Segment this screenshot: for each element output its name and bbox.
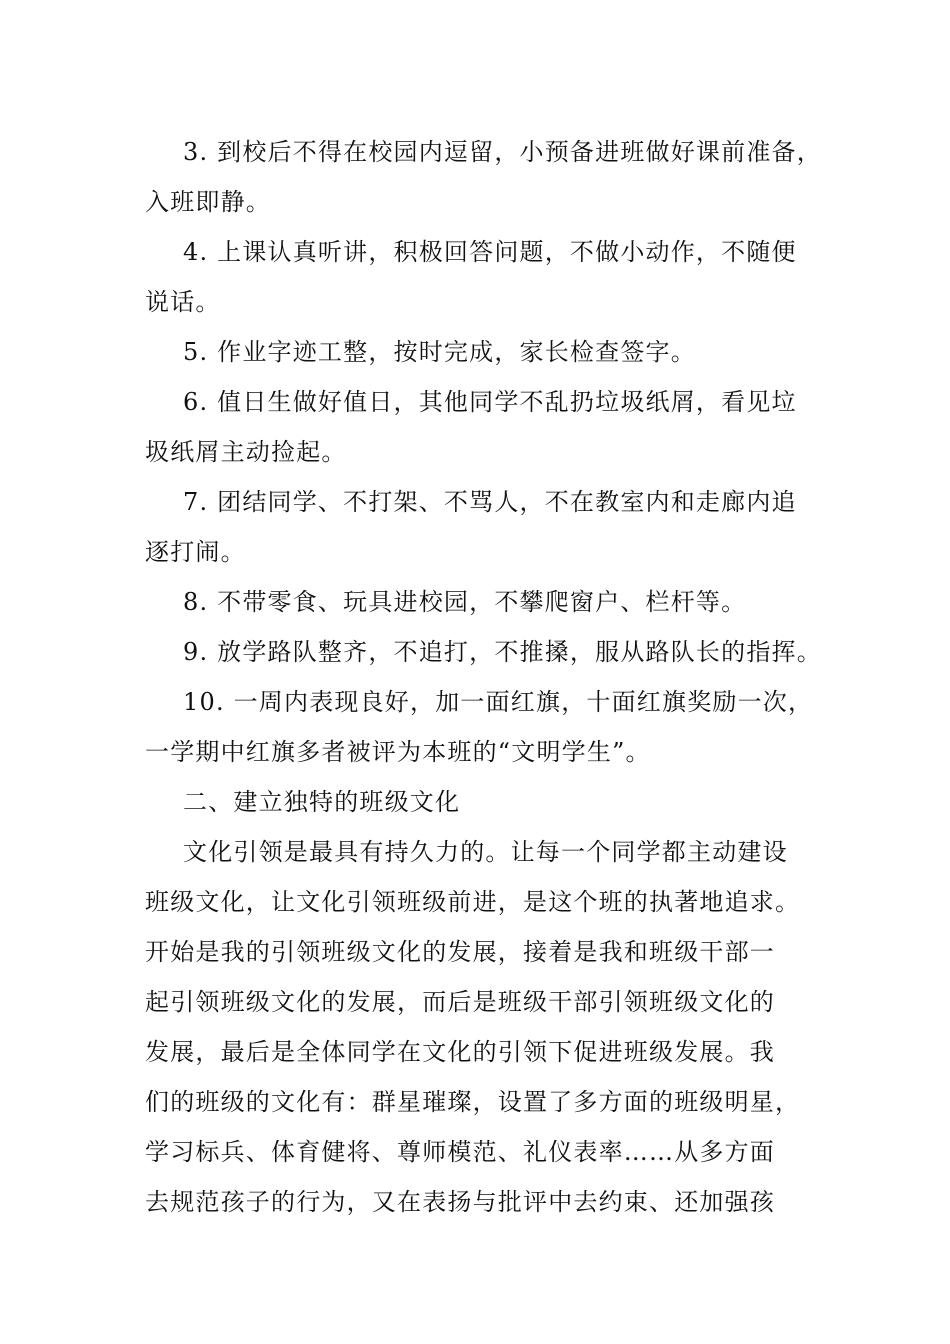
- section-heading: 二、建立独特的班级文化: [183, 788, 461, 816]
- rule-9-line: 9. 放学路队整齐，不追打，不推搡，服从路队长的指挥。: [183, 638, 822, 666]
- rule-4-line-2: 说话。: [145, 288, 221, 316]
- body-paragraph-line-3: 开始是我的引领班级文化的发展，接着是我和班级干部一: [145, 938, 775, 966]
- rule-10-line-2: 一学期中红旗多者被评为本班的“文明学生”。: [145, 738, 651, 766]
- rule-5-line: 5. 作业字迹工整，按时完成，家长检查签字。: [183, 338, 696, 366]
- body-paragraph-line-5: 发展，最后是全体同学在文化的引领下促进班级发展。我: [145, 1038, 775, 1066]
- rule-7-line-2: 逐打闹。: [145, 538, 246, 566]
- rule-7-line-1: 7. 团结同学、不打架、不骂人，不在教室内和走廊内追: [183, 488, 797, 516]
- body-paragraph-line-1: 文化引领是最具有持久力的。让每一个同学都主动建设: [183, 838, 788, 866]
- body-paragraph-line-4: 起引领班级文化的发展，而后是班级干部引领班级文化的: [145, 988, 775, 1016]
- rule-6-line-1: 6. 值日生做好值日，其他同学不乱扔垃圾纸屑，看见垃: [183, 388, 797, 416]
- rule-10-line-1: 10. 一周内表现良好，加一面红旗，十面红旗奖励一次，: [183, 688, 814, 716]
- body-paragraph-line-6: 们的班级的文化有：群星璀璨，设置了多方面的班级明星，: [145, 1088, 801, 1116]
- rule-3-line-1: 3. 到校后不得在校园内逗留，小预备进班做好课前准备，: [183, 138, 822, 166]
- body-paragraph-line-7: 学习标兵、体育健将、尊师模范、礼仪表率……从多方面: [145, 1138, 775, 1166]
- rule-6-line-2: 圾纸屑主动捡起。: [145, 438, 347, 466]
- rule-4-line-1: 4. 上课认真听讲，积极回答问题，不做小动作，不随便: [183, 238, 797, 266]
- body-paragraph-line-8: 去规范孩子的行为，又在表扬与批评中去约束、还加强孩: [145, 1188, 775, 1216]
- rule-3-line-2: 入班即静。: [145, 188, 271, 216]
- rule-8-line: 8. 不带零食、玩具进校园，不攀爬窗户、栏杆等。: [183, 588, 747, 616]
- body-paragraph-line-2: 班级文化，让文化引领班级前进，是这个班的执著地追求。: [145, 888, 801, 916]
